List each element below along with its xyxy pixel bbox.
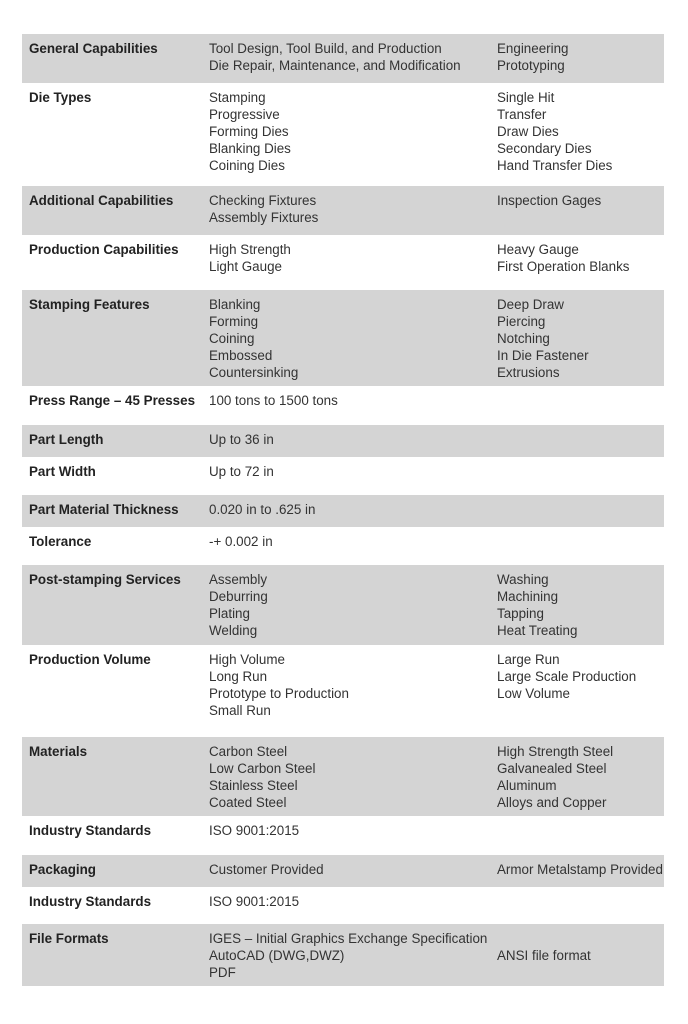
table-row xyxy=(22,887,664,924)
value-item: Hand Transfer Dies xyxy=(497,158,613,173)
value-column-1 xyxy=(209,930,499,981)
value-item: Long Run xyxy=(209,669,268,684)
value-column-2 xyxy=(497,861,688,878)
value-item xyxy=(497,930,688,947)
value-item: Coining Dies xyxy=(209,158,285,173)
row-label: Tolerance xyxy=(29,534,92,549)
value-item: High Strength xyxy=(209,242,291,257)
value-column-1 xyxy=(209,651,499,719)
table-row xyxy=(22,34,664,83)
value-item: Prototype to Production xyxy=(209,686,349,701)
value-column-1 xyxy=(209,392,499,409)
row-label: Production Capabilities xyxy=(29,242,179,257)
value-item: Small Run xyxy=(209,703,271,718)
row-label: Part Length xyxy=(29,432,104,447)
value-column-2 xyxy=(497,743,688,811)
value-item: Stainless Steel xyxy=(209,778,298,793)
value-item: Assembly Fixtures xyxy=(209,210,319,225)
value-column-1 xyxy=(209,463,499,480)
table-row xyxy=(22,83,664,186)
value-item: Armor Metalstamp Provided xyxy=(497,862,663,877)
value-item: Single Hit xyxy=(497,90,555,105)
value-item: Plating xyxy=(209,606,250,621)
value-column-1 xyxy=(209,431,499,448)
value-column-2 xyxy=(497,241,688,275)
value-column-2 xyxy=(497,296,688,381)
row-label: Part Material Thickness xyxy=(29,502,179,517)
table-row xyxy=(22,737,664,816)
table-row xyxy=(22,924,664,986)
value-column-2 xyxy=(497,40,688,74)
row-label: Post-stamping Services xyxy=(29,572,181,587)
row-label: File Formats xyxy=(29,931,109,946)
table-row xyxy=(22,235,664,290)
value-column-1 xyxy=(209,501,499,518)
value-item: Aluminum xyxy=(497,778,557,793)
value-item: Blanking xyxy=(209,297,261,312)
value-item: 100 tons to 1500 tons xyxy=(209,393,338,408)
row-label: Press Range – 45 Presses xyxy=(29,393,196,408)
table-row xyxy=(22,457,664,495)
value-item: 0.020 in to .625 in xyxy=(209,502,316,517)
row-label: Die Types xyxy=(29,90,92,105)
value-item: Assembly xyxy=(209,572,268,587)
value-item: Low Volume xyxy=(497,686,570,701)
value-item: Heavy Gauge xyxy=(497,242,579,257)
value-item: AutoCAD (DWG,DWZ) xyxy=(209,948,345,963)
value-item: Galvanealed Steel xyxy=(497,761,607,776)
row-label: Additional Capabilities xyxy=(29,193,174,208)
value-item: Coated Steel xyxy=(209,795,287,810)
value-column-1 xyxy=(209,822,499,839)
value-item: Light Gauge xyxy=(209,259,282,274)
value-item: ISO 9001:2015 xyxy=(209,823,300,838)
value-column-2 xyxy=(497,89,688,174)
value-item: Transfer xyxy=(497,107,547,122)
value-item: Prototyping xyxy=(497,58,565,73)
value-item: Up to 36 in xyxy=(209,432,274,447)
value-column-1 xyxy=(209,533,499,550)
capabilities-table xyxy=(22,34,664,986)
table-row xyxy=(22,565,664,645)
value-item: Large Scale Production xyxy=(497,669,637,684)
value-item: Large Run xyxy=(497,652,560,667)
value-item: High Strength Steel xyxy=(497,744,614,759)
row-label: Industry Standards xyxy=(29,823,152,838)
table-row xyxy=(22,645,664,737)
row-label: Production Volume xyxy=(29,652,151,667)
row-label: Part Width xyxy=(29,464,96,479)
value-item: -+ 0.002 in xyxy=(209,534,273,549)
value-item: ISO 9001:2015 xyxy=(209,894,300,909)
value-item: Machining xyxy=(497,589,559,604)
value-item: Stamping xyxy=(209,90,266,105)
value-item: Notching xyxy=(497,331,550,346)
value-column-2 xyxy=(497,571,688,639)
value-column-1 xyxy=(209,241,499,275)
value-item: Coining xyxy=(209,331,255,346)
table-row xyxy=(22,425,664,457)
value-item: Heat Treating xyxy=(497,623,578,638)
value-column-1 xyxy=(209,296,499,381)
table-row xyxy=(22,855,664,887)
value-item: Extrusions xyxy=(497,365,560,380)
row-label: Industry Standards xyxy=(29,894,152,909)
value-item: Piercing xyxy=(497,314,546,329)
value-item: First Operation Blanks xyxy=(497,259,630,274)
value-item: Forming xyxy=(209,314,259,329)
value-item: PDF xyxy=(209,965,236,980)
value-item: Engineering xyxy=(497,41,569,56)
value-column-1 xyxy=(209,571,499,639)
row-label: Packaging xyxy=(29,862,96,877)
table-row xyxy=(22,386,664,425)
value-item: Tool Design, Tool Build, and Production xyxy=(209,41,442,56)
value-item: Welding xyxy=(209,623,258,638)
value-item: Tapping xyxy=(497,606,544,621)
value-column-2 xyxy=(497,930,688,964)
value-item: Deburring xyxy=(209,589,268,604)
value-item: Forming Dies xyxy=(209,124,289,139)
table-row xyxy=(22,495,664,527)
value-column-1 xyxy=(209,861,499,878)
value-item: Alloys and Copper xyxy=(497,795,607,810)
table-row xyxy=(22,290,664,386)
value-item: Countersinking xyxy=(209,365,299,380)
value-column-1 xyxy=(209,40,499,74)
value-item: In Die Fastener xyxy=(497,348,589,363)
value-item: Blanking Dies xyxy=(209,141,291,156)
value-item: Draw Dies xyxy=(497,124,559,139)
value-item: Customer Provided xyxy=(209,862,324,877)
value-item: High Volume xyxy=(209,652,285,667)
value-item: Deep Draw xyxy=(497,297,564,312)
row-label: General Capabilities xyxy=(29,41,158,56)
value-item: Carbon Steel xyxy=(209,744,288,759)
value-item: ANSI file format xyxy=(497,948,591,963)
value-item: Washing xyxy=(497,572,549,587)
table-row xyxy=(22,816,664,855)
value-item: Up to 72 in xyxy=(209,464,274,479)
value-item: Inspection Gages xyxy=(497,193,602,208)
value-item: Secondary Dies xyxy=(497,141,592,156)
value-column-2 xyxy=(497,651,688,702)
value-column-1 xyxy=(209,89,499,174)
value-item: Low Carbon Steel xyxy=(209,761,316,776)
value-item: IGES – Initial Graphics Exchange Specification xyxy=(209,931,488,946)
value-column-1 xyxy=(209,743,499,811)
value-item: Checking Fixtures xyxy=(209,193,317,208)
value-column-2 xyxy=(497,192,688,209)
value-column-1 xyxy=(209,893,499,910)
table-row xyxy=(22,186,664,235)
row-label: Materials xyxy=(29,744,88,759)
value-item: Die Repair, Maintenance, and Modification xyxy=(209,58,461,73)
row-label: Stamping Features xyxy=(29,297,150,312)
table-row xyxy=(22,527,664,565)
value-item: Progressive xyxy=(209,107,280,122)
value-column-1 xyxy=(209,192,499,226)
value-item: Embossed xyxy=(209,348,273,363)
